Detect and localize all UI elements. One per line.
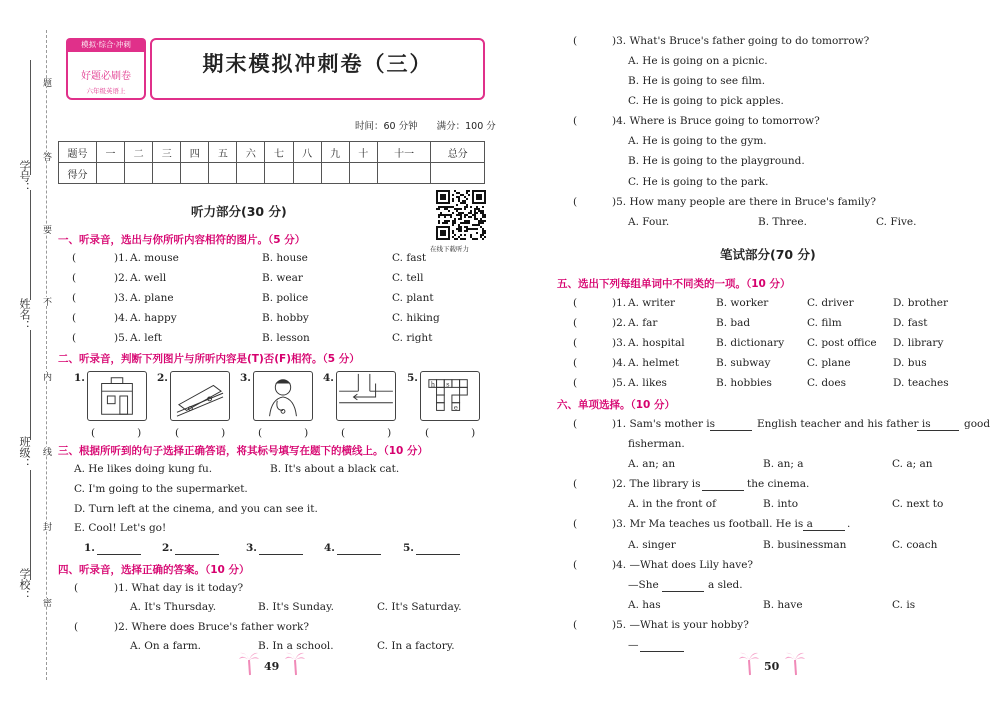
doctor-picture — [253, 371, 313, 421]
class-blank — [30, 330, 31, 440]
section-2-title: 二、听录音，判断下列图片与所听内容是(T)否(F)相符。（5 分） — [58, 353, 360, 365]
column-header: 六 — [237, 142, 265, 163]
answer-blank[interactable] — [259, 542, 303, 555]
column-header: 五 — [209, 142, 237, 163]
road-map-picture — [336, 371, 396, 421]
svg-text:h: h — [430, 380, 436, 389]
time-info: 时间：60 分钟 满分：100 分 — [355, 121, 496, 132]
column-header: 三 — [153, 142, 181, 163]
class-label: 班级： — [18, 436, 31, 469]
binding-dashed-line — [46, 30, 47, 680]
qr-code-icon[interactable] — [436, 190, 486, 240]
column-header: 总分 — [431, 142, 485, 163]
name-blank — [30, 190, 31, 300]
svg-text:s: s — [446, 380, 450, 389]
svg-text:e: e — [453, 403, 458, 412]
name-label: 姓名： — [18, 298, 31, 331]
column-header: 九 — [321, 142, 349, 163]
column-header: 八 — [293, 142, 321, 163]
column-header: 十 — [349, 142, 377, 163]
answer-blank[interactable] — [710, 418, 752, 431]
answer-paren[interactable]: ( ) — [91, 427, 142, 439]
palm-tree-icon — [238, 650, 260, 676]
page-title: 期末模拟冲刺卷（三） — [202, 52, 433, 76]
seal-note: 题 — [41, 78, 51, 87]
school-label: 学校： — [18, 568, 31, 601]
section-3-title: 三、根据所听到的句子选择正确答语，将其标号填写在题下的横线上。（10 分） — [58, 445, 429, 457]
answer-paren[interactable]: ( ) — [258, 427, 309, 439]
palm-tree-icon — [784, 650, 806, 676]
student-id-blank — [30, 60, 31, 175]
answer-blank[interactable] — [97, 542, 141, 555]
page-number: 49 — [264, 660, 280, 673]
answer-blank[interactable] — [640, 639, 684, 652]
answer-blank[interactable] — [175, 542, 219, 555]
score-table — [58, 141, 485, 184]
seal-note: 封 — [41, 522, 51, 531]
answer-blank[interactable] — [702, 478, 744, 491]
qr-caption: 在线下载听力 — [430, 245, 469, 253]
answer-blank[interactable] — [803, 518, 845, 531]
badge-grade-label: 六年级英语上 — [86, 87, 126, 95]
seal-note: 线 — [41, 447, 51, 456]
table-row — [59, 142, 485, 163]
palm-tree-icon — [738, 650, 760, 676]
badge-top-label: 模拟·综合·冲刺 — [66, 38, 146, 52]
table-row — [59, 163, 485, 184]
page-number: 50 — [764, 660, 780, 673]
answer-blank[interactable] — [337, 542, 381, 555]
section-5-title: 五、选出下列每组单词中不同类的一项。（10 分） — [557, 278, 791, 290]
student-id-label: 学号： — [18, 160, 31, 193]
answer-blank[interactable] — [416, 542, 460, 555]
answer-blank[interactable] — [662, 579, 704, 592]
seal-note: 不 — [41, 297, 51, 306]
column-header: 一 — [97, 142, 125, 163]
word-grid-picture — [420, 371, 480, 421]
palm-tree-icon — [284, 650, 306, 676]
answer-paren[interactable]: ( ) — [425, 427, 476, 439]
seal-note: 密 — [41, 598, 51, 607]
written-part-title: 笔试部分(70 分) — [720, 247, 816, 262]
answer-paren[interactable]: ( ) — [341, 427, 392, 439]
train-picture — [170, 371, 230, 421]
section-6-title: 六、单项选择。（10 分） — [557, 399, 676, 411]
school-blank — [30, 470, 31, 580]
column-header: 二 — [125, 142, 153, 163]
badge-series-name: 好题必刷卷 — [81, 71, 131, 82]
row-header: 得分 — [59, 163, 97, 184]
seal-note: 要 — [41, 225, 51, 234]
seal-note: 内 — [41, 372, 51, 381]
listening-part-title: 听力部分(30 分) — [191, 204, 287, 219]
column-header: 十一 — [377, 142, 431, 163]
answer-blank[interactable] — [917, 418, 959, 431]
row-header: 题号 — [59, 142, 97, 163]
house-picture — [87, 371, 147, 421]
section-1-title: 一、听录音，选出与你所听内容相符的图片。（5 分） — [58, 234, 306, 246]
answer-paren[interactable]: ( ) — [175, 427, 226, 439]
column-header: 四 — [181, 142, 209, 163]
section-4-title: 四、听录音，选择正确的答案。（10 分） — [58, 564, 250, 576]
column-header: 七 — [265, 142, 293, 163]
seal-note: 答 — [41, 152, 51, 161]
